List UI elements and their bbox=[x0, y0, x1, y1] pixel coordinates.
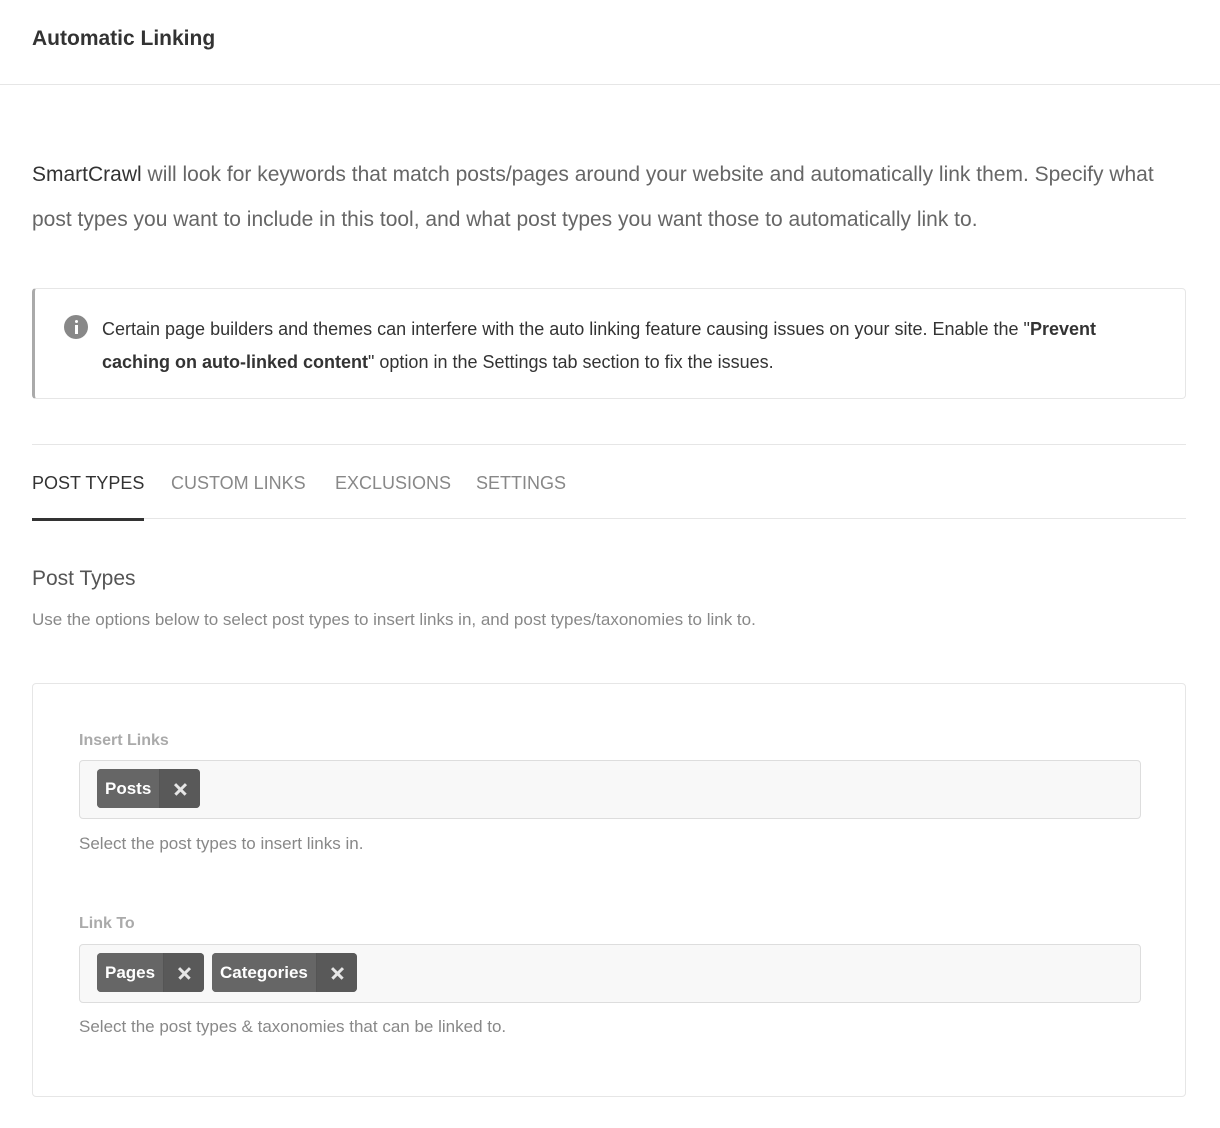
tab-bar bbox=[32, 444, 1186, 519]
notice-text-before: Certain page builders and themes can interfere with the auto linking feature causing issues on your site. Enable the " bbox=[102, 319, 1030, 339]
tab-custom-links[interactable]: CUSTOM LINKS bbox=[171, 473, 306, 493]
link-to-help: Select the post types & taxonomies that can be linked to. bbox=[79, 1017, 507, 1036]
tag-label: Pages bbox=[97, 953, 163, 992]
insert-links-help: Select the post types to insert links in. bbox=[79, 834, 364, 853]
tag-label: Categories bbox=[212, 953, 316, 992]
info-notice bbox=[32, 288, 1186, 399]
brand-name: SmartCrawl bbox=[32, 163, 142, 186]
tag-categories bbox=[212, 953, 357, 992]
tag-posts bbox=[97, 769, 200, 808]
post-types-card bbox=[32, 683, 1186, 1097]
page-header bbox=[0, 0, 1220, 85]
remove-tag-icon[interactable] bbox=[159, 769, 200, 808]
remove-tag-icon[interactable] bbox=[163, 953, 204, 992]
link-to-select[interactable] bbox=[79, 944, 1141, 1003]
tag-pages bbox=[97, 953, 204, 992]
section-description: Use the options below to select post types to insert links in, and post types/taxonomies to link to. bbox=[32, 610, 756, 629]
intro-text: will look for keywords that match posts/pages around your website and automatically link them. Specify what post types you want to include in this tool, and what post types you want those to automatically link to. bbox=[32, 163, 1154, 231]
insert-links-select[interactable] bbox=[79, 760, 1141, 819]
notice-text bbox=[102, 313, 1162, 379]
link-to-label: Link To bbox=[79, 915, 135, 932]
remove-tag-icon[interactable] bbox=[316, 953, 357, 992]
tab-settings[interactable]: SETTINGS bbox=[476, 473, 567, 493]
tab-post-types[interactable]: POST TYPES bbox=[32, 445, 144, 521]
info-icon bbox=[64, 315, 88, 339]
insert-links-label: Insert Links bbox=[79, 732, 169, 749]
page-title: Automatic Linking bbox=[32, 27, 216, 50]
notice-option-name: Prevent caching on auto-linked content bbox=[102, 319, 1096, 372]
tab-exclusions[interactable]: EXCLUSIONS bbox=[335, 473, 452, 493]
notice-text-after: " option in the Settings tab section to fix the issues. bbox=[368, 352, 774, 372]
section-title: Post Types bbox=[32, 567, 136, 590]
tag-label: Posts bbox=[97, 769, 159, 808]
intro-paragraph bbox=[32, 152, 1192, 242]
